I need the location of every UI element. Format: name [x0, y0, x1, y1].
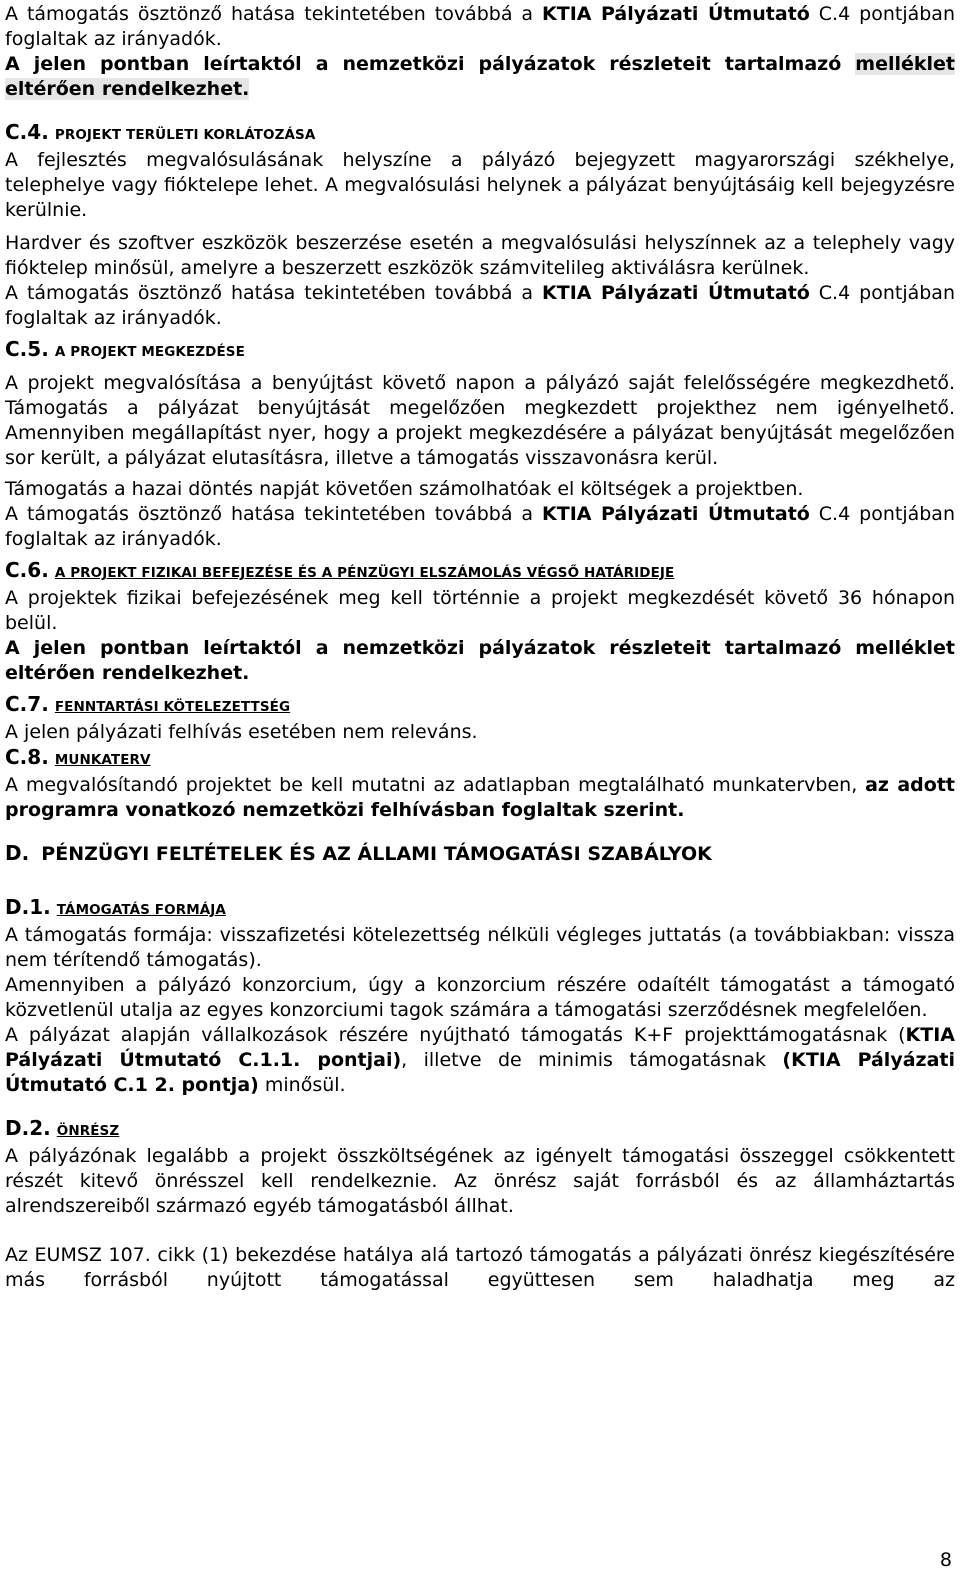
paragraph: Amennyiben a pályázó konzorcium, úgy a konzorcium részére odaítélt támogatást a támogató közvetlenül utalja az egyes konzorciumi tagok számára a támogatási szerződésnek megfelelően.	[5, 974, 955, 1021]
paragraph: A projekt megvalósítása a benyújtást követő napon a pályázó saját felelősségére megkezdhető. Támogatás a pályázat benyújtását megelőzően megkezdett projekthez nem igényelhető. Amennyiben megállapítást nyer, hogy a projekt megkezdésére a pályázat benyújtását megelőzően sor került, a pályázat elutasításra, illetve a támogatás visszavonásra kerül.	[5, 372, 955, 469]
page-number: 8	[939, 1549, 952, 1571]
section-heading-d1: D.1. TÁMOGATÁS FORMÁJA	[5, 895, 226, 919]
section-heading-d2: D.2. ÖNRÉSZ	[5, 1116, 120, 1140]
paragraph: A támogatás ösztönző hatása tekintetében továbbá a KTIA Pályázati Útmutató C.4 pontjában foglaltak az irányadók.	[5, 282, 955, 329]
paragraph: A projektek fizikai befejezésének meg kell történnie a projekt megkezdését követő 36 hónapon belül.	[5, 587, 955, 634]
paragraph: A jelen pályázati felhívás esetében nem releváns.	[5, 721, 478, 743]
paragraph: Az EUMSZ 107. cikk (1) bekezdése hatálya alá tartozó támogatás a pályázati önrész kiegészítésére más forrásból nyújtott támogatással együttesen sem haladhatja meg az	[5, 1244, 955, 1291]
paragraph: A támogatás formája: visszafizetési kötelezettség nélküli végleges juttatás (a továbbiakban: vissza nem térítendő támogatás).	[5, 924, 955, 971]
paragraph: Támogatás a hazai döntés napját követően számolhatóak el költségek a projektben.	[5, 478, 804, 500]
section-heading-c8: C.8. MUNKATERV	[5, 745, 151, 769]
paragraph-bold: A jelen pontban leírtaktól a nemzetközi pályázatok részleteit tartalmazó melléklet eltérően rendelkezhet.	[5, 53, 955, 100]
paragraph: A pályázat alapján vállalkozások részére nyújtható támogatás K+F projekttámogatásnak (KTIA Pályázati Útmutató C.1.1. pontjai), illetve de minimis támogatásnak (KTIA Pályázati Útmutató C.1 2. pontja) minősül.	[5, 1024, 955, 1096]
paragraph: A megvalósítandó projektet be kell mutatni az adatlapban megtalálható munkatervben, az adott programra vonatkozó nemzetközi felhívásban foglaltak szerint.	[5, 774, 955, 821]
document-page	[5, 2, 955, 1293]
section-heading-c6: C.6. A PROJEKT FIZIKAI BEFEJEZÉSE ÉS A PÉNZÜGYI ELSZÁMOLÁS VÉGSŐ HATÁRIDEJE	[5, 558, 675, 582]
paragraph: A pályázónak legalább a projekt összköltségének az igényelt támogatási összeggel csökkentett részét kitevő önrésszel kell rendelkeznie. Az önrész saját forrásból és az államháztartás alrendszereiből származó egyéb támogatásból állhat.	[5, 1145, 955, 1217]
section-heading-c7: C.7. FENNTARTÁSI KÖTELEZETTSÉG	[5, 692, 291, 716]
paragraph: A támogatás ösztönző hatása tekintetében továbbá a KTIA Pályázati Útmutató C.4 pontjában foglaltak az irányadók.	[5, 3, 955, 50]
chapter-heading-d: D. PÉNZÜGYI FELTÉTELEK ÉS AZ ÁLLAMI TÁMOGATÁSI SZABÁLYOK	[5, 841, 712, 865]
section-heading-c4: C.4. PROJEKT TERÜLETI KORLÁTOZÁSA	[5, 120, 316, 144]
paragraph: A támogatás ösztönző hatása tekintetében továbbá a KTIA Pályázati Útmutató C.4 pontjában foglaltak az irányadók.	[5, 503, 955, 550]
paragraph: Hardver és szoftver eszközök beszerzése esetén a megvalósulási helyszínnek az a telephely vagy fióktelep minősül, amelyre a beszerzett eszközök számvitelileg aktiválásra kerülnek.	[5, 232, 955, 279]
section-heading-c5: C.5. A PROJEKT MEGKEZDÉSE	[5, 337, 245, 361]
paragraph: A fejlesztés megvalósulásának helyszíne a pályázó bejegyzett magyarországi székhelye, telephelye vagy fióktelepe lehet. A megvalósulási helynek a pályázat benyújtásáig kell bejegyzésre kerülnie.	[5, 149, 955, 221]
paragraph-bold: A jelen pontban leírtaktól a nemzetközi pályázatok részleteit tartalmazó melléklet eltérően rendelkezhet.	[5, 637, 955, 684]
